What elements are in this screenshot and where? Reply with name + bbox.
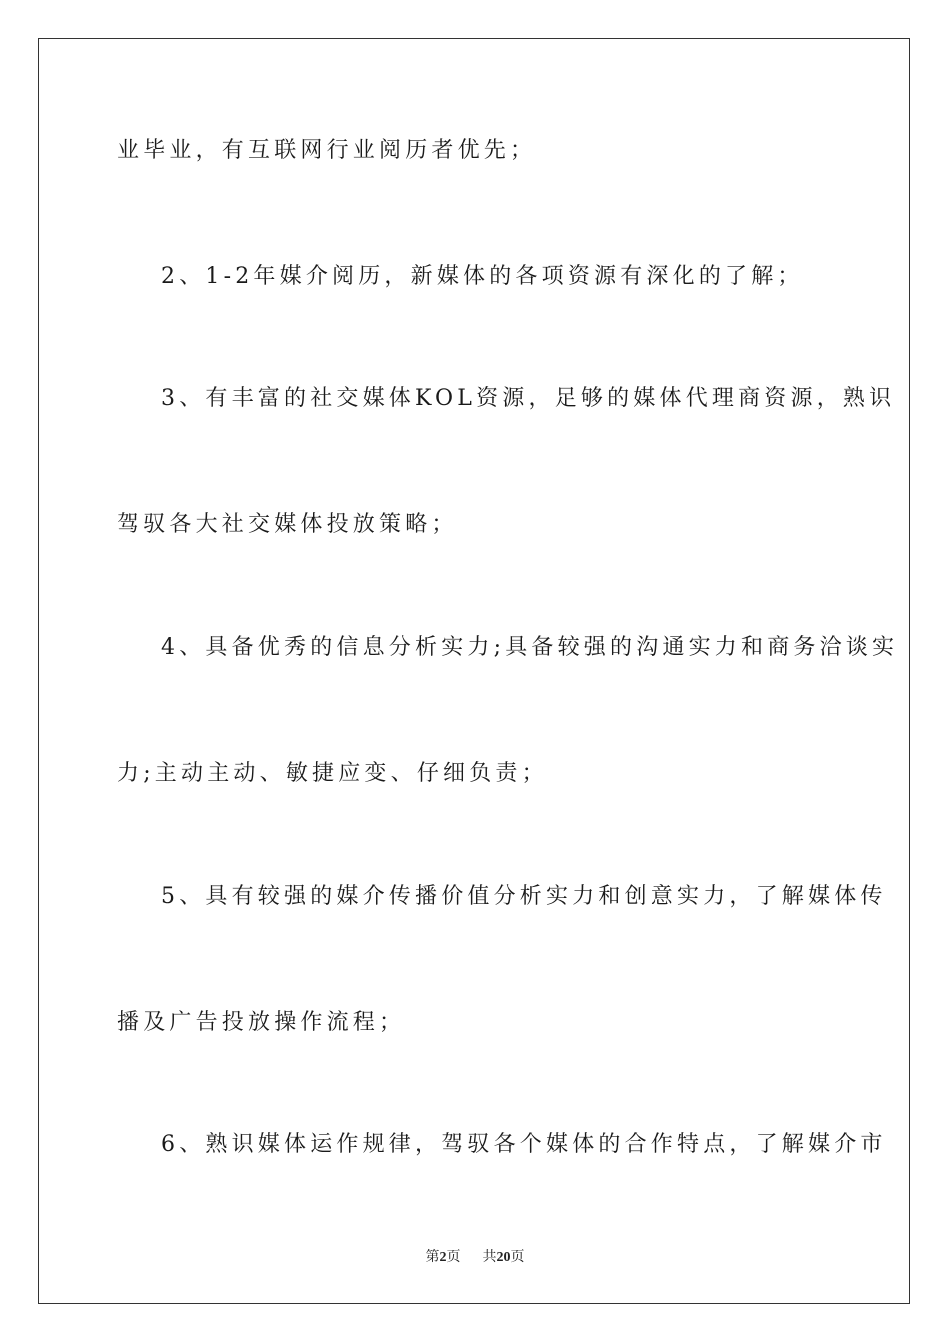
footer-page-suffix: 页 [446,1250,461,1265]
text-line: 力;主动主动、敏捷应变、仔细负责； [117,761,548,786]
text-line: 驾驭各大社交媒体投放策略； [117,512,458,537]
footer-page-prefix: 第 [425,1250,440,1265]
footer-total-prefix: 共 [482,1250,497,1265]
footer-total-suffix: 页 [510,1250,525,1265]
footer-total-pages: 20 [496,1250,511,1265]
page-footer [0,1246,950,1266]
text-line: 播及广告投放操作流程； [117,1010,406,1035]
list-item-4: 4、具备优秀的信息分析实力;具备较强的沟通实力和商务洽谈实 [161,635,899,660]
page-border [38,38,910,1304]
list-item-5: 5、具有较强的媒介传播价值分析实力和创意实力，了解媒体传 [161,884,887,909]
list-item-3: 3、有丰富的社交媒体KOL资源，足够的媒体代理商资源，熟识 [161,386,896,411]
list-item-2: 2、1-2年媒介阅历，新媒体的各项资源有深化的了解； [161,264,804,289]
footer-page-number: 2 [439,1250,447,1265]
text-line: 业毕业，有互联网行业阅历者优先； [117,138,537,163]
list-item-6: 6、熟识媒体运作规律，驾驭各个媒体的合作特点，了解媒介市 [161,1132,887,1157]
